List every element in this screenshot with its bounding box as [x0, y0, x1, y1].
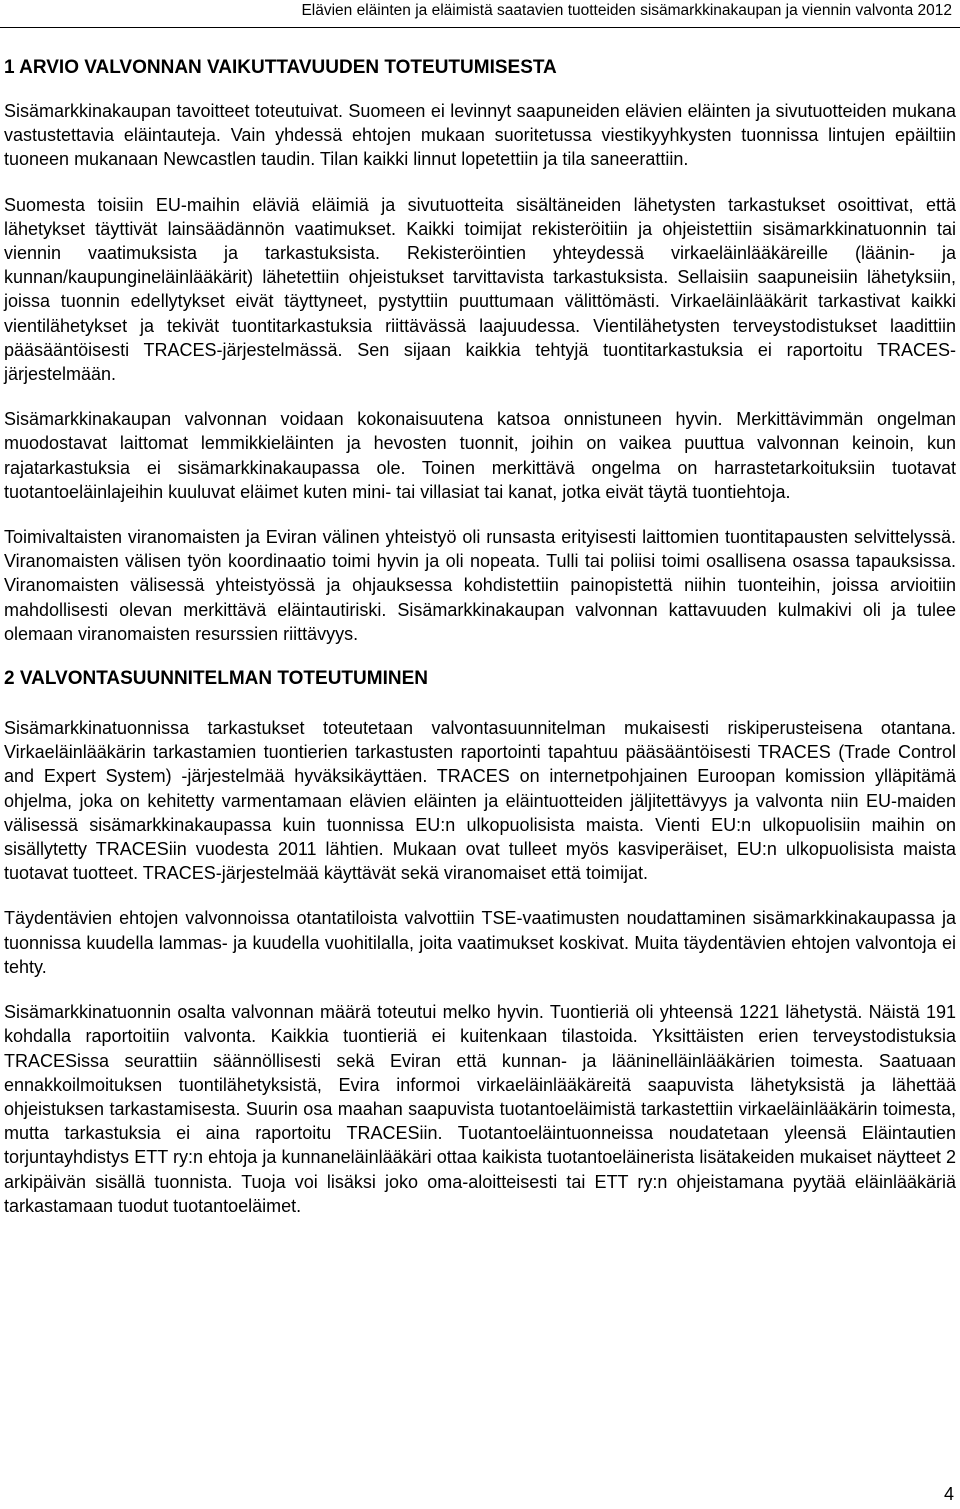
section1-paragraph: Toimivaltaisten viranomaisten ja Eviran välinen yhteistyö oli runsasta erityisesti laittomien tuontitapausten selvittelyssä. Viranomaisten välisen työn koordinaatio toimi hyvin ja oli nopeata. Tulli tai poliisi toimi osallisena osassa tapauksissa. Viranomaisten välisessä yhteistyössä ja ohjauksessa kohdistettiin painopistettä niihin tuonteihin, joissa arvioitiin mahdollisesti olevan merkittävä eläintautiriski. Sisämarkkinakaupan valvonnan kattavuuden kulmakivi oli ja tulee olemaan viranomaisten resurssien riittävyys.: [4, 527, 956, 644]
section1-paragraph: Suomesta toisiin EU-maihin eläviä eläimiä ja sivutuotteita sisältäneiden lähetysten tarkastukset osoittivat, että lähetykset täyttivät lainsäädännön vaatimukset. Kaikki toimijat rekisteröitiin ja ohjeistettiin sisämarkkinatuonnin tai viennin vaatimuksista ja tarkastuksista. Rekisteröintien yhteydessä virkaeläinlääkäreille (läänin- ja kunnan/kaupungineläinlääkärit) lähetettiin ohjeistukset tarvittavista tarkastuksista. Sellaisiin saapuneisiin lähetyksiin, joissa tuonnin edellytykset eivät täyttyneet, pystyttiin puuttumaan välittömästi. Virkaeläinlääkärit tarkastivat kaikki vientilähetykset ja tekivät tuontitarkastuksia riittävässä laajuudessa. Vientilähetysten terveystodistukset laadittiin pääsääntöisesti TRACES-järjestelmässä. Sen sijaan kaikkia tehtyjä tuontitarkastuksia ei raportoitu TRACES-järjestelmään.: [4, 194, 956, 385]
header-divider: [0, 27, 960, 28]
section2-paragraph: Sisämarkkinatuonnin osalta valvonnan määrä toteutui melko hyvin. Tuontieriä oli yhteensä 1221 lähetystä. Näistä 191 kohdalla raportoitiin valvonta. Kaikkia tuontieriä ei kuitenkaan tilastoida. Yksittäisten erien terveystodistuksia TRACESissa seurattiin säännöllisesti sekä Eviran että kunnan- ja lääninelläinlääkärien toimesta. Saatuaan ennakkoilmoituksen tuontilähetyksistä, Evira informoi virkaeläinlääkäreitä saapuvista lähetyksistä ja lähettää ohjeistuksen tarkastamisesta. Suurin osa maahan saapuvista tuotantoeläimistä tarkastettiin virkaeläinlääkärin toimesta, mutta tarkastuksia ei aina raportoitu TRACESiin. Tuotantoeläintuonneissa noudatetaan yleensä Eläintautien torjuntayhdistys ETT ry:n ehtoja ja kunnaneläinlääkäri ottaa kaikista tuotantoeläinerista lisätakeiden mukaiset näytteet 2 arkipäivän sisällä tuonnista. Tuoja voi lisäksi joko oma-aloitteisesti tai ETT ry:n ohjeistamana pyytää eläinlääkäriä tarkastamaan tuodut tuotantoeläimet.: [4, 1002, 956, 1216]
running-header-title: Elävien eläinten ja eläimistä saatavien tuotteiden sisämarkkinakaupan ja viennin valvonta 2012: [301, 2, 952, 19]
section1-paragraph: Sisämarkkinakaupan valvonnan voidaan kokonaisuutena katsoa onnistuneen hyvin. Merkittävimmän ongelman muodostavat laittomat lemmikkieläinten ja hevosten tuonnit, joihin on vaikea puuttua valvonnan keinoin, kun rajatarkastuksia ei sisämarkkinakaupassa ole. Toinen merkittävä ongelma on harrastetarkoituksiin tuotavat tuotantoeläinlajeihin kuuluvat eläimet kuten mini- tai villasiat tai kanat, jotka eivät täytä tuontiehtoja.: [4, 409, 956, 502]
section1-heading: 1 ARVIO VALVONNAN VAIKUTTAVUUDEN TOTEUTUMISESTA: [4, 57, 557, 78]
section1-paragraph: Sisämarkkinakaupan tavoitteet toteutuivat. Suomeen ei levinnyt saapuneiden elävien eläinten ja sivutuotteiden mukana vastustettavia eläintauteja. Vain yhdessä ehtojen mukaan suoritetussa viestikyyhkysten tuonnissa lintujen epäiltiin tuoneen mukanaan Newcastlen taudin. Tilan kaikki linnut lopetettiin ja tila saneerattiin.: [4, 101, 956, 170]
document-body: [4, 55, 956, 1239]
section2-paragraph: Täydentävien ehtojen valvonnoissa otantatiloista valvottiin TSE-vaatimusten noudattaminen sisämarkkinakaupassa ja tuonnissa kuudella lammas- ja kuudella vuohitilalla, joita vaatimukset koskivat. Muita täydentävien ehtojen valvontoja ei tehty.: [4, 908, 956, 977]
section2-paragraph: Sisämarkkinatuonnissa tarkastukset toteutetaan valvontasuunnitelman mukaisesti riskiperusteisena otantana. Virkaeläinlääkärin tarkastamien tuontierien tarkastusten raportointi tapahtuu pääsääntöisesti TRACES (Trade Control and Expert System) -järjestelmää hyväksikäyttäen. TRACES on internetpohjainen Euroopan komission ylläpitämä ohjelma, joka on kehitetty varmentamaan elävien eläinten ja eläintuotteiden jäljitettävyys ja valvonta niin EU-maiden välisessä sisämarkkinakaupassa kuin tuonnissa EU:n ulkopuolisista maista. Vienti EU:n ulkopuolisiin maihin on sisällytetty TRACESiin vuodesta 2011 lähtien. Mukaan ovat tulleet myös kasviperäiset, EU:n ulkopuolisista maista tuotavat tuotteet. TRACES-järjestelmää käyttävät sekä viranomaiset että toimijat.: [4, 718, 956, 884]
page-number: 4: [943, 1484, 954, 1504]
section2-heading: 2 VALVONTASUUNNITELMAN TOTEUTUMINEN: [4, 668, 428, 690]
